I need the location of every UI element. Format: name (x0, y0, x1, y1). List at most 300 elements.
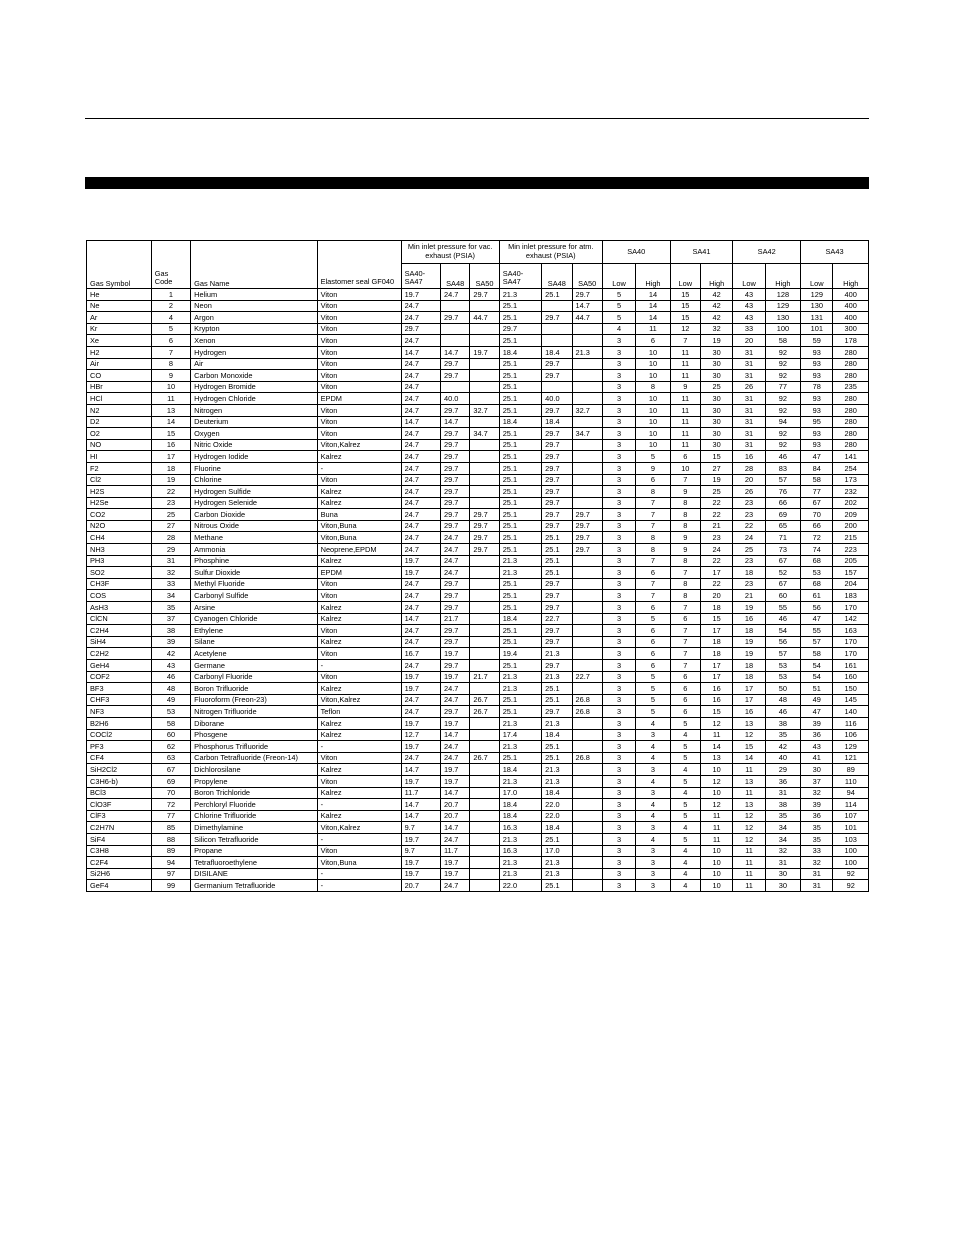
cell-atm-sa40-sa47: 21.3 (499, 833, 541, 845)
cell-sa42-high: 67 (765, 555, 800, 567)
cell-elastomer: - (317, 462, 401, 474)
cell-gas-name: Argon (191, 312, 317, 324)
cell-sa41-high: 18 (700, 602, 732, 614)
cell-sa40-high: 6 (636, 602, 670, 614)
cell-vac-sa50 (470, 868, 499, 880)
cell-gas-name: Chlorine Trifluoride (191, 810, 317, 822)
cell-sa40-low: 3 (602, 602, 635, 614)
cell-sa43-low: 53 (801, 567, 833, 579)
cell-atm-sa40-sa47: 21.3 (499, 868, 541, 880)
cell-sa42-low: 31 (733, 346, 765, 358)
cell-sa41-high: 30 (700, 428, 732, 440)
cell-vac-sa50: 29.7 (470, 532, 499, 544)
cell-sa42-high: 56 (765, 636, 800, 648)
cell-sa42-high: 58 (765, 335, 800, 347)
cell-vac-sa40-sa47: 19.7 (401, 833, 440, 845)
cell-sa41-low: 4 (670, 857, 700, 869)
cell-vac-sa48: 14.7 (441, 416, 470, 428)
cell-elastomer: Viton,Buna (317, 520, 401, 532)
cell-gas-symbol: CH4 (87, 532, 152, 544)
cell-vac-sa50 (470, 787, 499, 799)
cell-elastomer: Kalrez (317, 717, 401, 729)
cell-sa40-high: 6 (636, 474, 670, 486)
cell-vac-sa40-sa47: 9.7 (401, 822, 440, 834)
col-sa43-high: High (833, 264, 869, 289)
cell-sa41-low: 7 (670, 648, 700, 660)
cell-atm-sa40-sa47: 25.1 (499, 451, 541, 463)
col-sa42-low: Low (733, 264, 765, 289)
col-sa40-low: Low (602, 264, 635, 289)
cell-atm-sa50 (572, 381, 602, 393)
cell-sa42-low: 13 (733, 799, 765, 811)
table-row (87, 787, 869, 799)
cell-atm-sa40-sa47: 25.1 (499, 381, 541, 393)
cell-gas-symbol: HCl (87, 393, 152, 405)
cell-sa40-low: 3 (602, 857, 635, 869)
group-sa40: SA40 (602, 241, 670, 264)
cell-sa42-high: 34 (765, 822, 800, 834)
cell-sa40-low: 3 (602, 370, 635, 382)
cell-sa41-low: 5 (670, 799, 700, 811)
cell-sa41-high: 12 (700, 775, 732, 787)
table-row (87, 451, 869, 463)
cell-vac-sa50: 26.7 (470, 706, 499, 718)
cell-vac-sa48: 24.7 (441, 289, 470, 301)
cell-gas-name: Nitric Oxide (191, 439, 317, 451)
cell-sa43-low: 33 (801, 845, 833, 857)
cell-sa41-high: 10 (700, 857, 732, 869)
cell-gas-code: 33 (151, 578, 190, 590)
table-row (87, 625, 869, 637)
table-row (87, 358, 869, 370)
cell-sa43-high: 170 (833, 602, 869, 614)
cell-sa41-low: 8 (670, 497, 700, 509)
col-sa41-high: High (700, 264, 732, 289)
table-row (87, 613, 869, 625)
cell-atm-sa48: 18.4 (542, 416, 572, 428)
cell-gas-symbol: C2F4 (87, 857, 152, 869)
cell-sa43-high: 200 (833, 520, 869, 532)
cell-gas-code: 25 (151, 509, 190, 521)
cell-sa40-high: 6 (636, 636, 670, 648)
cell-vac-sa48: 24.7 (441, 752, 470, 764)
col-atm-sa48: SA48 (542, 264, 572, 289)
cell-sa42-high: 92 (765, 404, 800, 416)
cell-gas-symbol: HI (87, 451, 152, 463)
cell-vac-sa40-sa47: 24.7 (401, 636, 440, 648)
cell-sa40-low: 3 (602, 683, 635, 695)
cell-atm-sa40-sa47: 25.1 (499, 544, 541, 556)
cell-vac-sa50 (470, 370, 499, 382)
cell-gas-code: 11 (151, 393, 190, 405)
cell-gas-code: 17 (151, 451, 190, 463)
cell-sa41-high: 13 (700, 752, 732, 764)
cell-vac-sa40-sa47: 24.7 (401, 602, 440, 614)
section-bar (85, 177, 869, 189)
cell-gas-code: 5 (151, 323, 190, 335)
cell-vac-sa50 (470, 381, 499, 393)
cell-sa43-high: 204 (833, 578, 869, 590)
cell-sa40-high: 5 (636, 683, 670, 695)
cell-sa43-high: 140 (833, 706, 869, 718)
cell-elastomer: Viton (317, 358, 401, 370)
cell-gas-name: Carbonyl Sulfide (191, 590, 317, 602)
cell-atm-sa40-sa47: 25.1 (499, 486, 541, 498)
table-row (87, 857, 869, 869)
cell-sa40-high: 4 (636, 752, 670, 764)
cell-sa41-high: 15 (700, 613, 732, 625)
cell-sa43-low: 101 (801, 323, 833, 335)
cell-sa43-low: 130 (801, 300, 833, 312)
cell-atm-sa50 (572, 833, 602, 845)
cell-gas-name: Chlorine (191, 474, 317, 486)
table-row (87, 370, 869, 382)
cell-sa41-high: 10 (700, 845, 732, 857)
cell-vac-sa40-sa47: 24.7 (401, 532, 440, 544)
cell-elastomer: Viton (317, 323, 401, 335)
cell-atm-sa50 (572, 799, 602, 811)
cell-sa40-low: 3 (602, 613, 635, 625)
table-row (87, 497, 869, 509)
cell-elastomer: Neoprene,EPDM (317, 544, 401, 556)
cell-sa41-low: 4 (670, 845, 700, 857)
cell-sa42-low: 11 (733, 868, 765, 880)
cell-vac-sa40-sa47: 29.7 (401, 323, 440, 335)
cell-sa41-high: 42 (700, 300, 732, 312)
cell-sa41-high: 30 (700, 416, 732, 428)
cell-gas-symbol: H2Se (87, 497, 152, 509)
cell-sa43-high: 160 (833, 671, 869, 683)
cell-atm-sa48: 29.7 (542, 486, 572, 498)
cell-atm-sa48: 18.4 (542, 346, 572, 358)
cell-gas-code: 62 (151, 741, 190, 753)
cell-atm-sa40-sa47: 16.3 (499, 822, 541, 834)
cell-vac-sa48: 29.7 (441, 509, 470, 521)
cell-sa43-low: 77 (801, 486, 833, 498)
cell-vac-sa48: 19.7 (441, 671, 470, 683)
cell-sa43-high: 141 (833, 451, 869, 463)
cell-atm-sa40-sa47: 29.7 (499, 323, 541, 335)
cell-sa42-low: 17 (733, 683, 765, 695)
cell-vac-sa40-sa47: 19.7 (401, 289, 440, 301)
cell-sa42-low: 26 (733, 381, 765, 393)
cell-elastomer: Kalrez (317, 602, 401, 614)
cell-sa43-high: 280 (833, 346, 869, 358)
cell-sa42-high: 60 (765, 590, 800, 602)
cell-sa40-low: 3 (602, 717, 635, 729)
cell-elastomer: Kalrez (317, 636, 401, 648)
cell-sa40-high: 4 (636, 775, 670, 787)
cell-atm-sa50: 29.7 (572, 532, 602, 544)
cell-sa40-low: 3 (602, 729, 635, 741)
cell-sa43-low: 93 (801, 428, 833, 440)
cell-elastomer: Viton (317, 578, 401, 590)
cell-sa40-high: 3 (636, 729, 670, 741)
cell-atm-sa50: 14.7 (572, 300, 602, 312)
cell-atm-sa48: 29.7 (542, 578, 572, 590)
cell-atm-sa40-sa47: 17.4 (499, 729, 541, 741)
cell-atm-sa50 (572, 567, 602, 579)
cell-sa41-low: 7 (670, 636, 700, 648)
cell-vac-sa40-sa47: 24.7 (401, 578, 440, 590)
cell-sa42-low: 11 (733, 845, 765, 857)
cell-sa40-low: 3 (602, 648, 635, 660)
cell-elastomer: Viton (317, 312, 401, 324)
cell-atm-sa40-sa47: 25.1 (499, 532, 541, 544)
cell-sa43-high: 92 (833, 880, 869, 892)
cell-vac-sa48: 11.7 (441, 845, 470, 857)
cell-vac-sa50 (470, 578, 499, 590)
table-row (87, 706, 869, 718)
cell-sa40-low: 3 (602, 416, 635, 428)
cell-gas-code: 28 (151, 532, 190, 544)
cell-vac-sa40-sa47: 19.7 (401, 671, 440, 683)
cell-gas-name: Dichlorosilane (191, 764, 317, 776)
cell-atm-sa48: 18.4 (542, 822, 572, 834)
cell-vac-sa40-sa47: 24.7 (401, 694, 440, 706)
cell-vac-sa40-sa47: 24.7 (401, 752, 440, 764)
table-row (87, 602, 869, 614)
cell-gas-code: 9 (151, 370, 190, 382)
cell-vac-sa50 (470, 300, 499, 312)
cell-gas-code: 39 (151, 636, 190, 648)
cell-atm-sa48: 29.7 (542, 706, 572, 718)
cell-sa42-high: 73 (765, 544, 800, 556)
cell-vac-sa40-sa47: 24.7 (401, 335, 440, 347)
cell-sa42-high: 92 (765, 346, 800, 358)
cell-sa40-high: 5 (636, 694, 670, 706)
cell-sa41-low: 9 (670, 486, 700, 498)
cell-gas-name: Xenon (191, 335, 317, 347)
cell-atm-sa50 (572, 648, 602, 660)
cell-sa43-low: 47 (801, 706, 833, 718)
cell-vac-sa40-sa47: 24.7 (401, 393, 440, 405)
cell-sa41-high: 42 (700, 312, 732, 324)
cell-vac-sa48: 14.7 (441, 346, 470, 358)
table-row (87, 590, 869, 602)
cell-gas-code: 67 (151, 764, 190, 776)
cell-elastomer: Viton (317, 775, 401, 787)
cell-vac-sa48: 29.7 (441, 451, 470, 463)
cell-sa41-low: 8 (670, 590, 700, 602)
cell-sa41-high: 17 (700, 625, 732, 637)
cell-sa41-high: 22 (700, 555, 732, 567)
cell-sa43-high: 163 (833, 625, 869, 637)
cell-gas-symbol: SiH2Cl2 (87, 764, 152, 776)
cell-atm-sa48 (542, 323, 572, 335)
cell-sa43-low: 31 (801, 880, 833, 892)
cell-atm-sa48: 29.7 (542, 462, 572, 474)
cell-vac-sa40-sa47: 19.7 (401, 555, 440, 567)
cell-sa43-low: 37 (801, 775, 833, 787)
cell-sa40-high: 10 (636, 346, 670, 358)
cell-gas-code: 35 (151, 602, 190, 614)
cell-sa43-high: 280 (833, 439, 869, 451)
cell-atm-sa50: 44.7 (572, 312, 602, 324)
cell-sa43-high: 107 (833, 810, 869, 822)
cell-sa41-high: 32 (700, 323, 732, 335)
table-row (87, 416, 869, 428)
cell-vac-sa48: 19.7 (441, 775, 470, 787)
cell-sa40-low: 3 (602, 358, 635, 370)
table-row (87, 799, 869, 811)
cell-sa41-low: 11 (670, 358, 700, 370)
cell-atm-sa50 (572, 555, 602, 567)
cell-vac-sa48: 29.7 (441, 404, 470, 416)
cell-atm-sa48: 25.1 (542, 555, 572, 567)
cell-sa42-high: 38 (765, 799, 800, 811)
cell-sa41-high: 30 (700, 439, 732, 451)
cell-atm-sa40-sa47: 25.1 (499, 462, 541, 474)
cell-atm-sa50 (572, 451, 602, 463)
cell-sa42-low: 15 (733, 741, 765, 753)
cell-atm-sa48: 29.7 (542, 312, 572, 324)
cell-gas-symbol: O2 (87, 428, 152, 440)
cell-elastomer: Kalrez (317, 764, 401, 776)
cell-sa40-low: 3 (602, 462, 635, 474)
cell-atm-sa40-sa47: 18.4 (499, 810, 541, 822)
cell-sa40-high: 10 (636, 439, 670, 451)
table-row (87, 578, 869, 590)
cell-gas-name: Hydrogen Selenide (191, 497, 317, 509)
cell-sa42-high: 92 (765, 358, 800, 370)
cell-sa40-low: 3 (602, 822, 635, 834)
table-row (87, 636, 869, 648)
table-row (87, 660, 869, 672)
cell-sa43-high: 101 (833, 822, 869, 834)
cell-atm-sa50: 21.3 (572, 346, 602, 358)
cell-atm-sa48: 25.1 (542, 880, 572, 892)
cell-gas-code: 49 (151, 694, 190, 706)
cell-sa42-high: 67 (765, 578, 800, 590)
cell-gas-name: Nitrogen (191, 404, 317, 416)
cell-vac-sa50 (470, 648, 499, 660)
col-atm-sa50: SA50 (572, 264, 602, 289)
cell-sa41-low: 5 (670, 775, 700, 787)
cell-gas-name: Silicon Tetrafluoride (191, 833, 317, 845)
cell-sa43-low: 43 (801, 741, 833, 753)
cell-elastomer: Viton,Kalrez (317, 822, 401, 834)
cell-elastomer: Buna (317, 509, 401, 521)
cell-vac-sa50 (470, 660, 499, 672)
cell-gas-symbol: C2H2 (87, 648, 152, 660)
cell-sa41-high: 16 (700, 694, 732, 706)
cell-vac-sa40-sa47: 19.7 (401, 717, 440, 729)
cell-sa42-low: 31 (733, 439, 765, 451)
cell-sa43-low: 41 (801, 752, 833, 764)
cell-atm-sa40-sa47: 25.1 (499, 602, 541, 614)
cell-sa40-high: 8 (636, 486, 670, 498)
cell-elastomer: Viton (317, 416, 401, 428)
cell-vac-sa48: 24.7 (441, 833, 470, 845)
cell-sa42-low: 43 (733, 289, 765, 301)
cell-vac-sa48: 29.7 (441, 428, 470, 440)
cell-sa40-low: 3 (602, 787, 635, 799)
cell-gas-symbol: C3H6-b) (87, 775, 152, 787)
cell-sa40-low: 5 (602, 300, 635, 312)
cell-gas-code: 15 (151, 428, 190, 440)
cell-gas-name: Helium (191, 289, 317, 301)
cell-gas-name: Methyl Fluoride (191, 578, 317, 590)
cell-sa41-high: 11 (700, 810, 732, 822)
cell-atm-sa48: 29.7 (542, 660, 572, 672)
cell-sa40-low: 3 (602, 880, 635, 892)
cell-elastomer: Kalrez (317, 451, 401, 463)
cell-sa42-low: 12 (733, 729, 765, 741)
cell-vac-sa40-sa47: 24.7 (401, 370, 440, 382)
cell-gas-code: 60 (151, 729, 190, 741)
cell-sa43-high: 100 (833, 857, 869, 869)
cell-sa42-high: 46 (765, 613, 800, 625)
cell-gas-symbol: Cl2 (87, 474, 152, 486)
cell-sa42-low: 18 (733, 660, 765, 672)
cell-sa41-high: 17 (700, 567, 732, 579)
cell-vac-sa48: 29.7 (441, 625, 470, 637)
table-row (87, 381, 869, 393)
cell-gas-code: 22 (151, 486, 190, 498)
cell-sa40-high: 8 (636, 544, 670, 556)
cell-sa43-low: 58 (801, 648, 833, 660)
cell-vac-sa40-sa47: 24.7 (401, 451, 440, 463)
cell-atm-sa50 (572, 474, 602, 486)
cell-atm-sa40-sa47: 25.1 (499, 509, 541, 521)
cell-sa42-low: 33 (733, 323, 765, 335)
cell-vac-sa50 (470, 416, 499, 428)
cell-vac-sa50 (470, 799, 499, 811)
cell-atm-sa48: 21.3 (542, 671, 572, 683)
cell-vac-sa48 (441, 381, 470, 393)
cell-sa42-low: 11 (733, 857, 765, 869)
cell-sa43-high: 235 (833, 381, 869, 393)
cell-sa41-low: 15 (670, 289, 700, 301)
cell-sa41-high: 30 (700, 370, 732, 382)
cell-sa41-high: 10 (700, 868, 732, 880)
cell-vac-sa50 (470, 636, 499, 648)
cell-atm-sa48: 29.7 (542, 625, 572, 637)
cell-sa41-high: 19 (700, 474, 732, 486)
cell-atm-sa50 (572, 857, 602, 869)
cell-vac-sa48: 24.7 (441, 532, 470, 544)
cell-atm-sa50: 32.7 (572, 404, 602, 416)
cell-sa43-high: 157 (833, 567, 869, 579)
cell-vac-sa40-sa47: 24.7 (401, 300, 440, 312)
cell-gas-code: 37 (151, 613, 190, 625)
cell-sa40-low: 3 (602, 381, 635, 393)
cell-sa40-high: 10 (636, 358, 670, 370)
cell-sa41-high: 16 (700, 683, 732, 695)
cell-gas-name: Carbonyl Fluoride (191, 671, 317, 683)
cell-gas-code: 58 (151, 717, 190, 729)
cell-sa40-low: 3 (602, 764, 635, 776)
cell-gas-symbol: PH3 (87, 555, 152, 567)
cell-vac-sa48: 24.7 (441, 567, 470, 579)
cell-atm-sa48: 22.7 (542, 613, 572, 625)
col-gas-code: Gas Code (151, 241, 190, 289)
cell-elastomer: Viton,Kalrez (317, 439, 401, 451)
cell-atm-sa50 (572, 868, 602, 880)
cell-sa42-low: 18 (733, 567, 765, 579)
cell-sa41-low: 5 (670, 752, 700, 764)
cell-atm-sa50 (572, 323, 602, 335)
cell-vac-sa50 (470, 775, 499, 787)
cell-sa40-low: 3 (602, 509, 635, 521)
cell-vac-sa40-sa47: 14.7 (401, 416, 440, 428)
cell-sa43-high: 400 (833, 312, 869, 324)
cell-sa41-low: 11 (670, 416, 700, 428)
table-row (87, 404, 869, 416)
cell-sa40-low: 3 (602, 451, 635, 463)
cell-vac-sa40-sa47: 24.7 (401, 404, 440, 416)
